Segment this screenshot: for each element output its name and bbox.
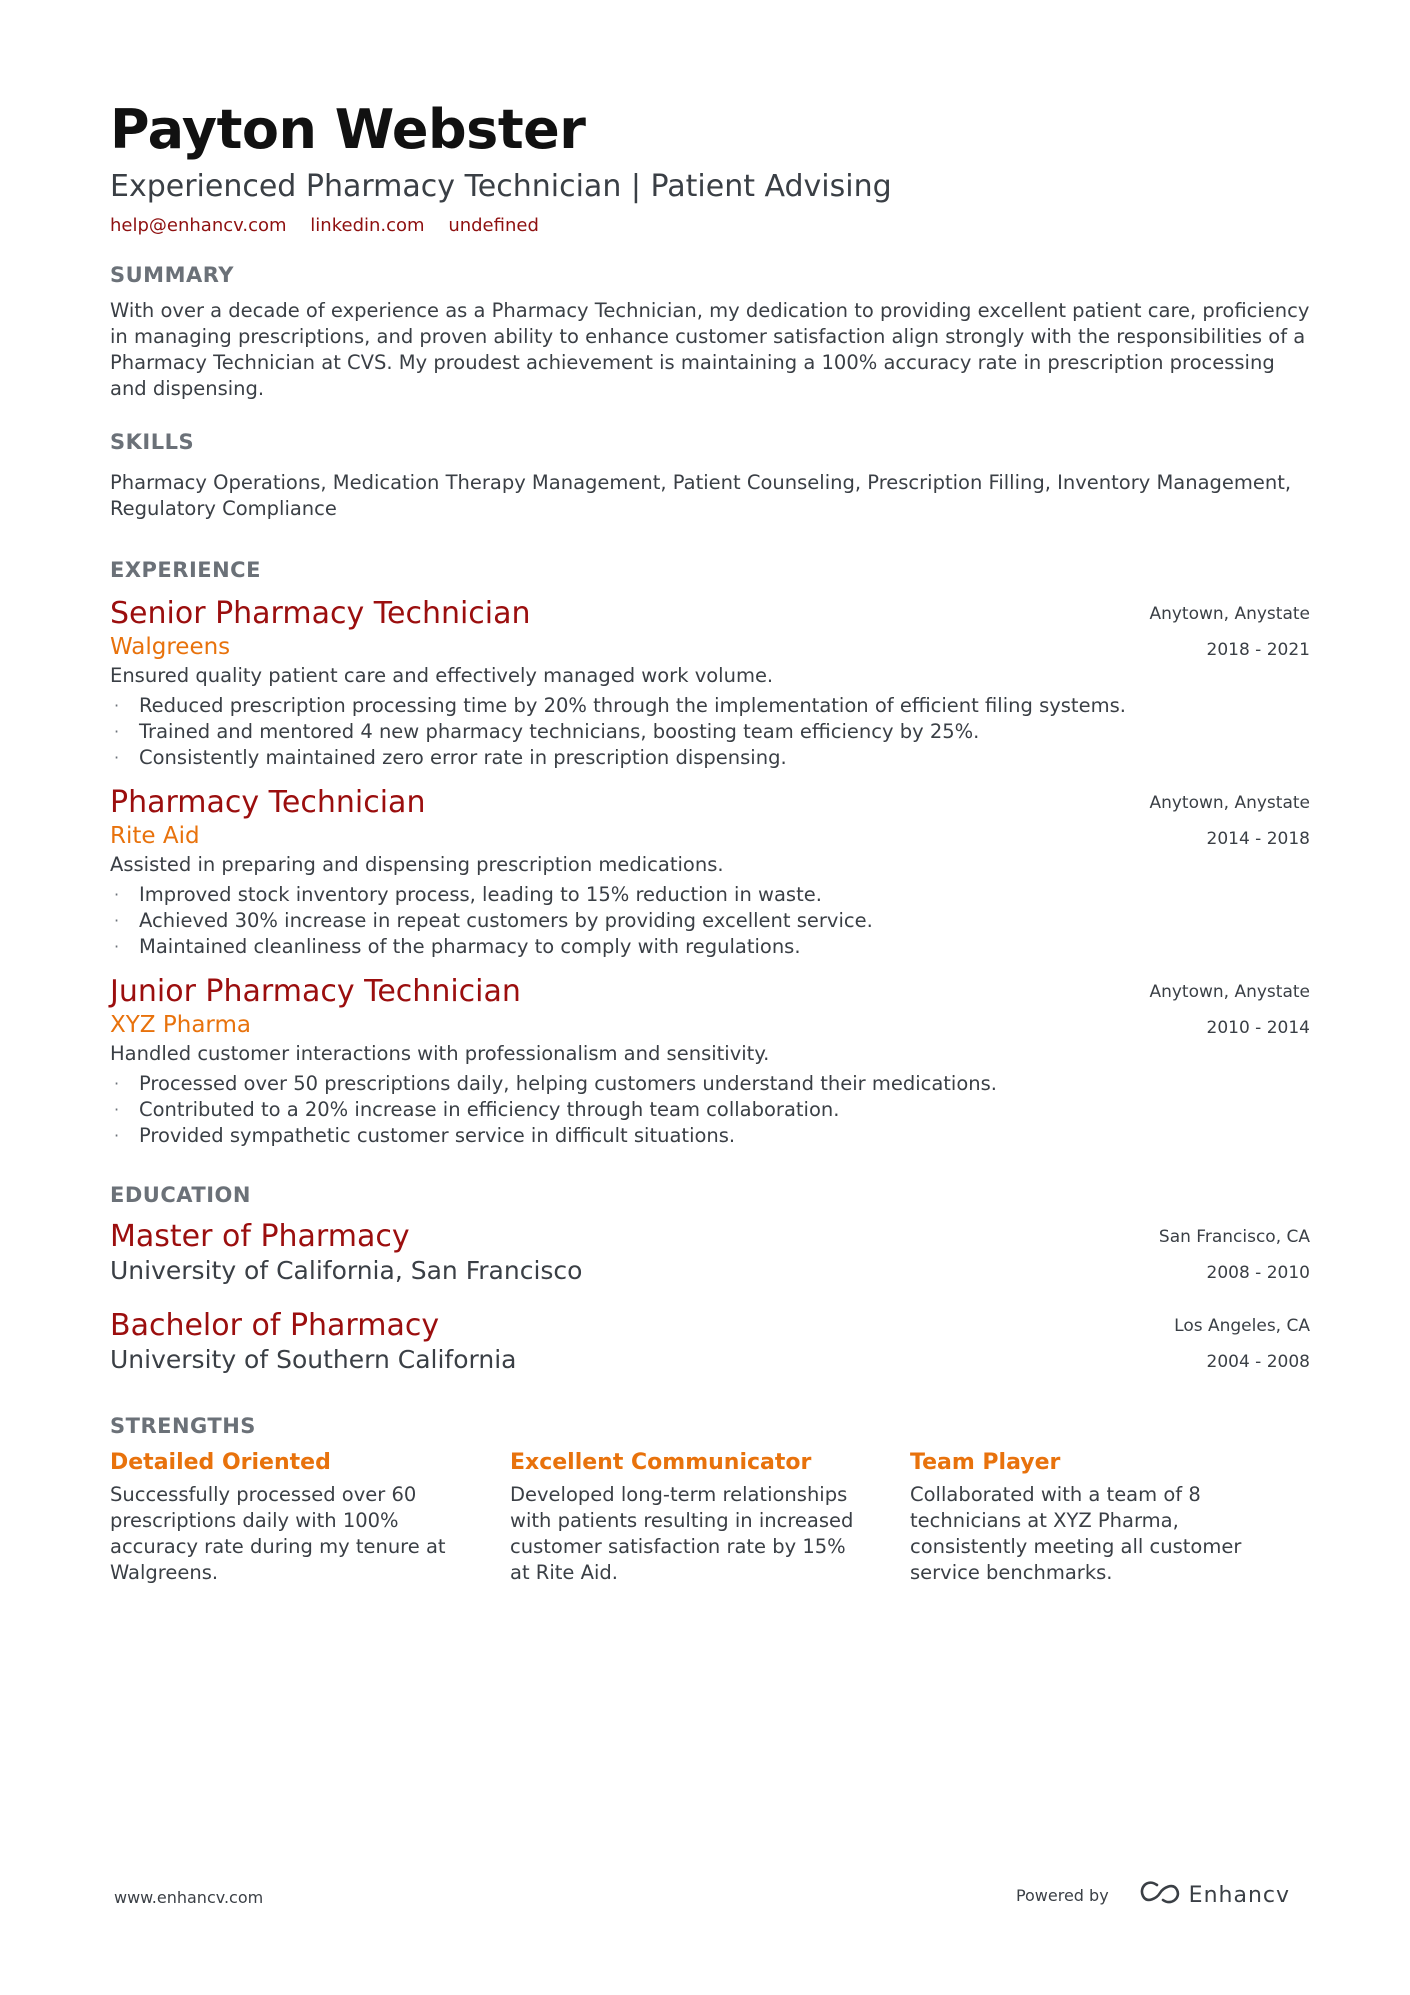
summary-text: With over a decade of experience as a Pharmacy Technician, my dedication to providing excellent patient care, proficiency in managing prescriptions, and proven ability to enhance customer satisfaction align strongly with the responsibilities of a Pharmacy Technician at CVS. My proudest achievement is maintaining a 100% accuracy rate in prescription processing and dispensing. xyxy=(110,299,1310,400)
experience-item xyxy=(110,974,1310,1149)
achievement-item: · Trained and mentored 4 new pharmacy technicians, boosting team efficiency by 25%. xyxy=(114,720,980,743)
achievement-item: · Maintained cleanliness of the pharmacy to comply with regulations. xyxy=(114,935,801,958)
strength-text: Successfully processed over 60 prescriptions daily with 100% accuracy rate during my tenure at Walgreens. xyxy=(110,1483,446,1584)
experience-item xyxy=(110,785,1310,960)
company-name: XYZ Pharma xyxy=(110,1012,251,1038)
job-meta xyxy=(1149,596,1310,668)
bullet-icon: · xyxy=(114,696,120,715)
footer-branding xyxy=(1016,1880,1290,1910)
skills-heading: SKILLS xyxy=(110,430,195,454)
bullet-icon: · xyxy=(114,911,120,930)
bullet-icon: · xyxy=(114,1126,120,1145)
bullet-icon: · xyxy=(114,722,120,741)
footer-website-link[interactable]: www.enhancv.com xyxy=(114,1888,264,1907)
contact-email-link[interactable]: help@enhancv.com xyxy=(110,215,287,236)
job-title: Senior Pharmacy Technician xyxy=(110,596,531,631)
summary-heading: SUMMARY xyxy=(110,263,234,287)
education-heading: EDUCATION xyxy=(110,1183,251,1207)
achievement-item: · Achieved 30% increase in repeat customers by providing excellent service. xyxy=(114,909,873,932)
achievement-list xyxy=(110,1071,1310,1149)
education-item xyxy=(110,1219,1310,1287)
strengths-heading: STRENGTHS xyxy=(110,1414,256,1438)
strengths-section xyxy=(110,1412,1310,1586)
education-meta xyxy=(1159,1219,1310,1291)
job-location: Anytown, Anystate xyxy=(1149,604,1310,624)
bullet-icon: · xyxy=(114,937,120,956)
bullet-icon: · xyxy=(114,1100,120,1119)
company-name: Walgreens xyxy=(110,634,231,660)
job-description: Ensured quality patient care and effectively managed work volume. xyxy=(110,664,774,687)
education-dates: 2004 - 2008 xyxy=(1206,1352,1310,1372)
summary-section xyxy=(110,261,1310,402)
achievement-item: · Consistently maintained zero error rate in prescription dispensing. xyxy=(114,746,787,769)
experience-section xyxy=(110,556,1310,1149)
contact-extra-link[interactable]: undefined xyxy=(448,215,539,236)
achievement-list xyxy=(110,882,1310,960)
enhancv-brand-name[interactable]: Enhancv xyxy=(1188,1882,1290,1908)
resume-header xyxy=(110,95,1310,239)
job-description: Handled customer interactions with professionalism and sensitivity. xyxy=(110,1042,770,1065)
achievement-item: · Processed over 50 prescriptions daily, helping customers understand their medications. xyxy=(114,1072,997,1095)
candidate-name: Payton Webster xyxy=(110,98,586,161)
job-title: Pharmacy Technician xyxy=(110,785,426,820)
job-location: Anytown, Anystate xyxy=(1149,982,1310,1002)
strength-item xyxy=(510,1448,858,1586)
education-location: San Francisco, CA xyxy=(1158,1227,1310,1247)
candidate-tagline: Experienced Pharmacy Technician | Patient Advising xyxy=(110,169,892,204)
bullet-icon: · xyxy=(114,885,120,904)
skills-section xyxy=(110,428,1310,522)
job-dates: 2010 - 2014 xyxy=(1206,1018,1310,1038)
school-name: University of Southern California xyxy=(110,1345,517,1374)
job-description: Assisted in preparing and dispensing prescription medications. xyxy=(110,853,724,876)
education-meta xyxy=(1174,1308,1310,1380)
job-meta xyxy=(1149,785,1310,857)
powered-by-label: Powered by xyxy=(1015,1885,1109,1905)
resume-page xyxy=(110,95,1310,1586)
strength-title: Detailed Oriented xyxy=(110,1450,331,1475)
degree-title: Bachelor of Pharmacy xyxy=(110,1308,440,1343)
degree-title: Master of Pharmacy xyxy=(110,1219,410,1254)
contact-links xyxy=(110,213,1310,239)
strength-title: Excellent Communicator xyxy=(510,1450,812,1475)
strengths-grid xyxy=(110,1448,1310,1586)
job-dates: 2018 - 2021 xyxy=(1206,640,1310,660)
strength-item xyxy=(910,1448,1258,1586)
job-title: Junior Pharmacy Technician xyxy=(110,974,521,1009)
achievement-list xyxy=(110,693,1310,771)
skills-text: Pharmacy Operations, Medication Therapy Management, Patient Counseling, Prescription Filling, Inventory Management, Regulatory Compliance xyxy=(110,471,1292,520)
strength-title: Team Player xyxy=(910,1450,1061,1475)
job-location: Anytown, Anystate xyxy=(1149,793,1310,813)
school-name: University of California, San Francisco xyxy=(110,1256,583,1285)
education-item xyxy=(110,1308,1310,1376)
bullet-icon: · xyxy=(114,1074,120,1093)
job-meta xyxy=(1149,974,1310,1046)
enhancv-logo-icon xyxy=(1137,1880,1183,1910)
achievement-item: · Contributed to a 20% increase in efficiency through team collaboration. xyxy=(114,1098,840,1121)
education-dates: 2008 - 2010 xyxy=(1206,1263,1310,1283)
education-section xyxy=(110,1181,1310,1376)
achievement-item: · Reduced prescription processing time by 20% through the implementation of efficient filing systems. xyxy=(114,694,1126,717)
experience-item xyxy=(110,596,1310,771)
contact-linkedin-link[interactable]: linkedin.com xyxy=(310,215,425,236)
strength-text: Collaborated with a team of 8 technicians at XYZ Pharma, consistently meeting all customer service benchmarks. xyxy=(910,1483,1242,1584)
strength-item xyxy=(110,1448,458,1586)
job-dates: 2014 - 2018 xyxy=(1206,829,1310,849)
achievement-item: · Provided sympathetic customer service in difficult situations. xyxy=(114,1124,736,1147)
strength-text: Developed long-term relationships with patients resulting in increased customer satisfaction rate by 15% at Rite Aid. xyxy=(510,1483,854,1584)
bullet-icon: · xyxy=(114,748,120,767)
achievement-item: · Improved stock inventory process, leading to 15% reduction in waste. xyxy=(114,883,822,906)
experience-heading: EXPERIENCE xyxy=(110,558,261,582)
education-location: Los Angeles, CA xyxy=(1174,1316,1310,1336)
company-name: Rite Aid xyxy=(110,823,200,849)
